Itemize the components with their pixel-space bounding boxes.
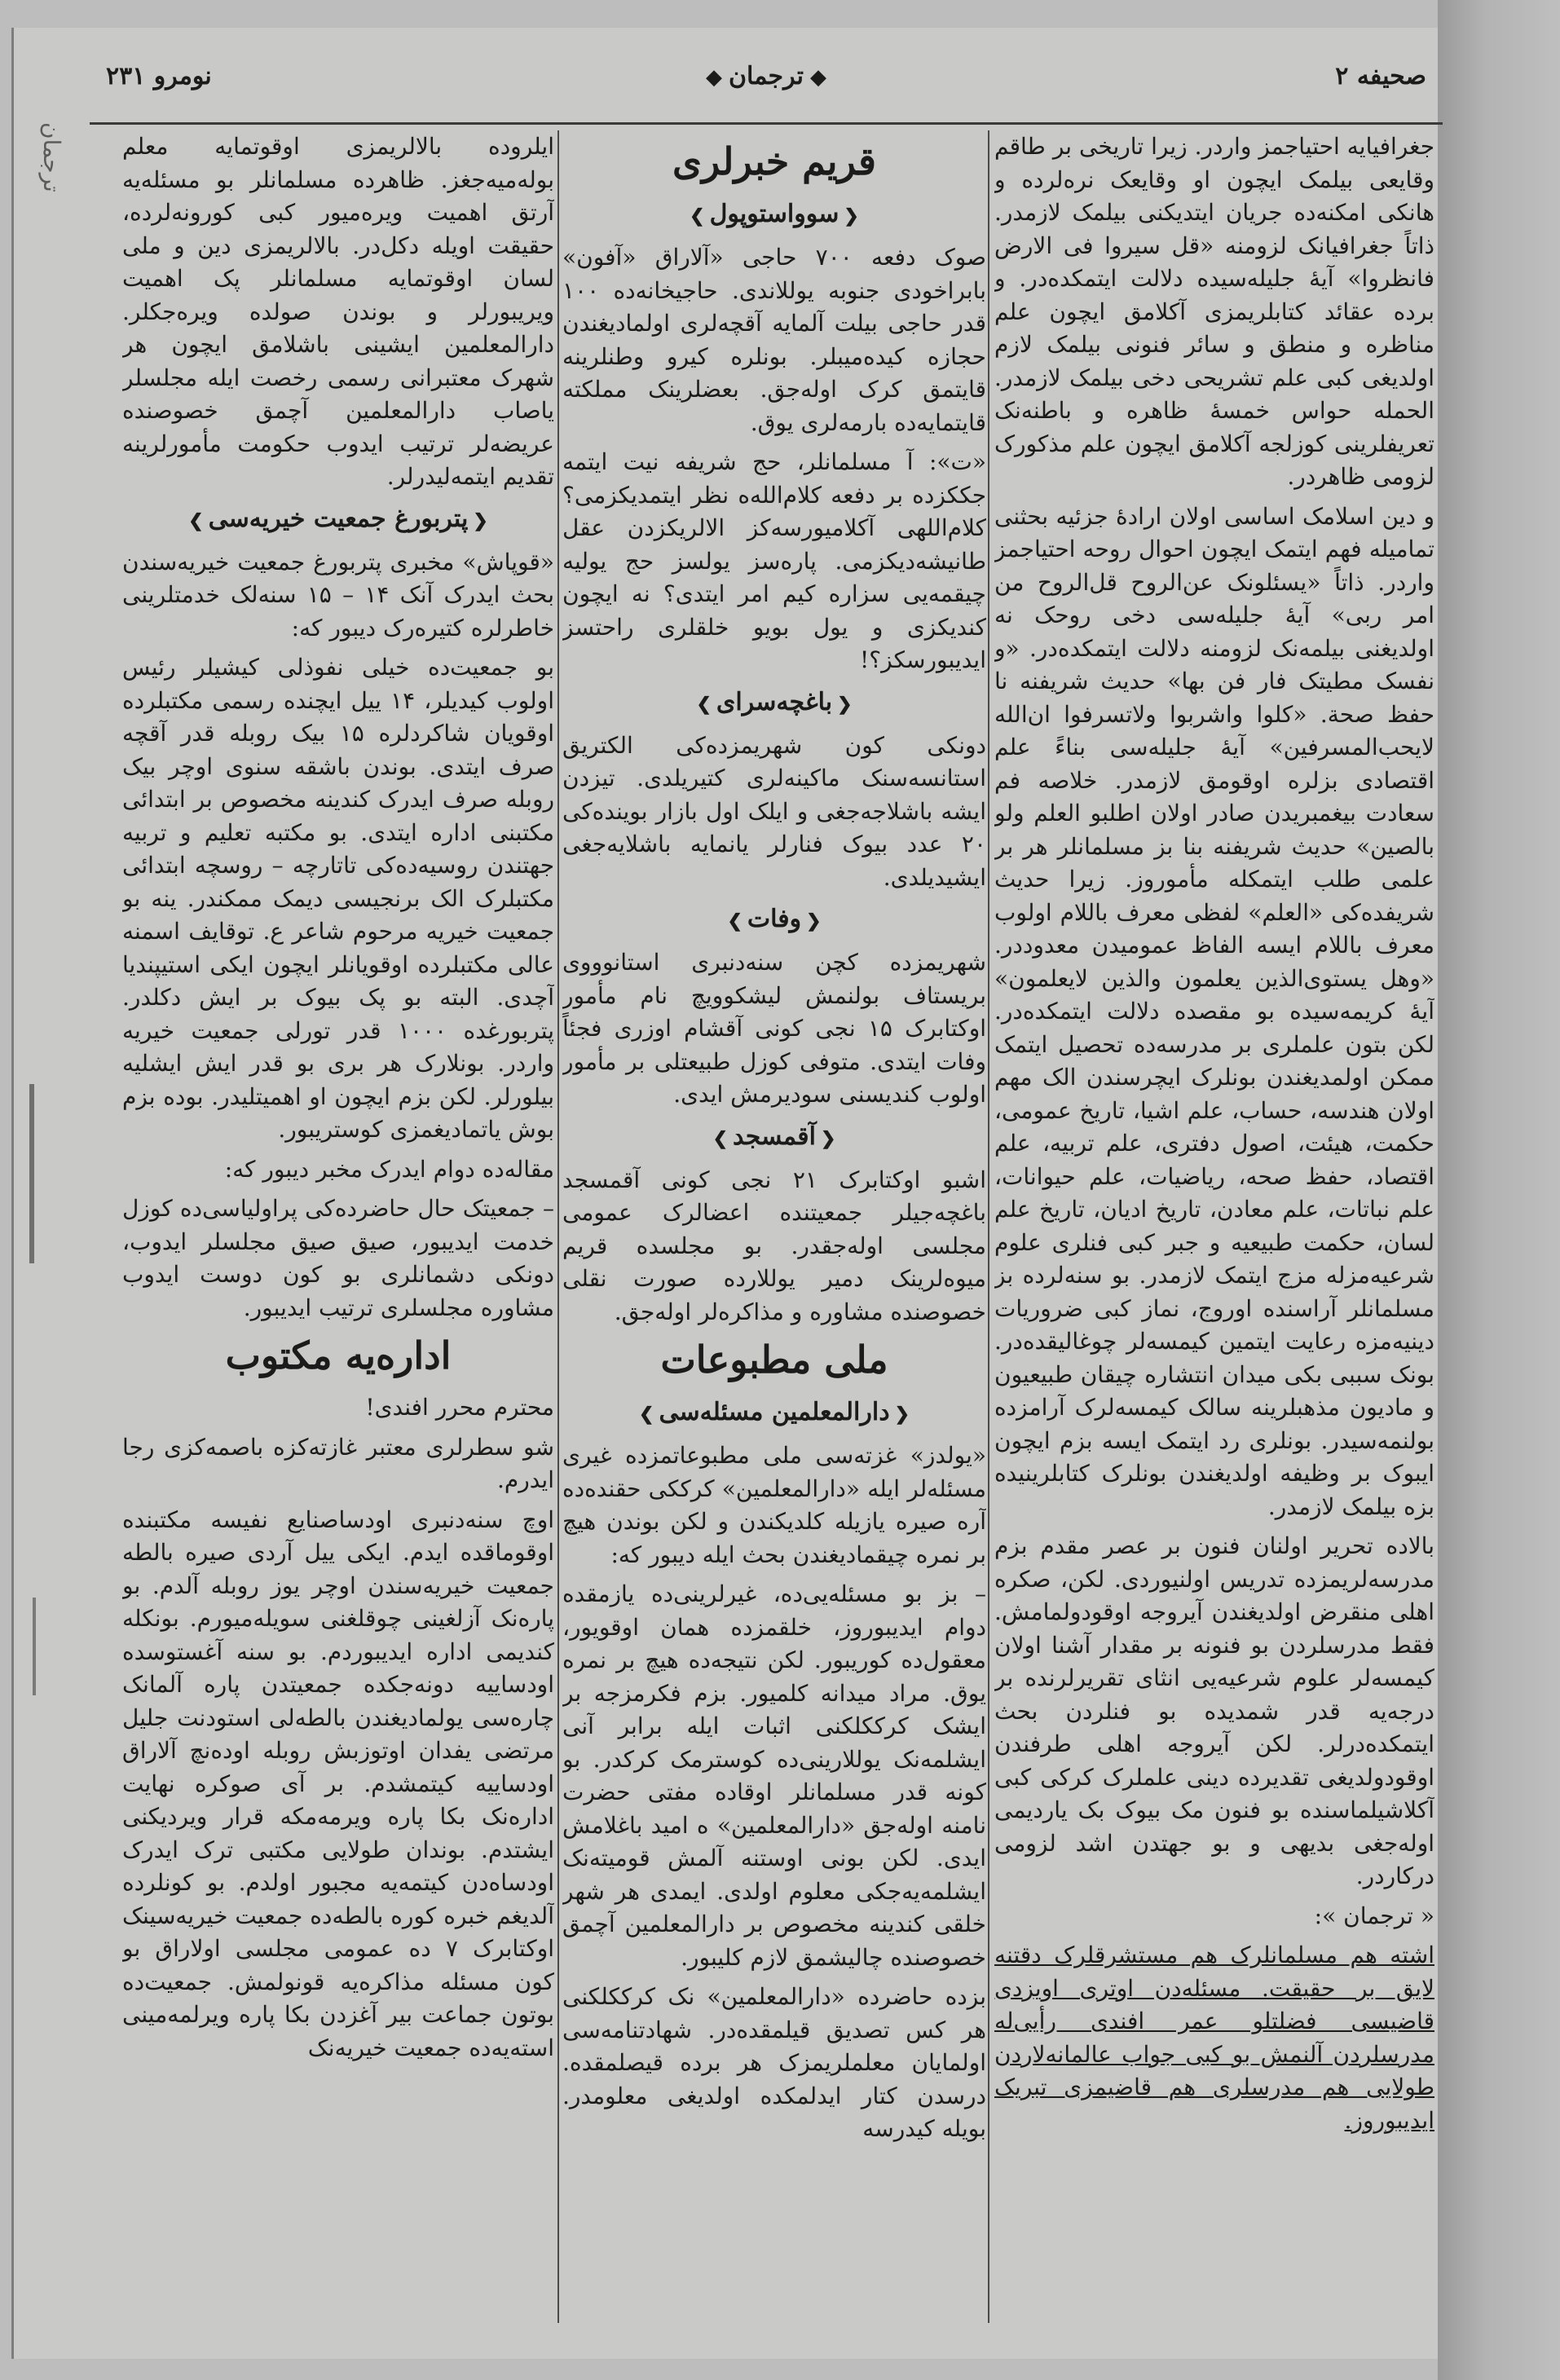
paragraph: – بز بو مسئله‌یی‌ده، غیرلرینی‌ده یازمقده دوام ایدیبوروز، خلقمزده همان اوقویور، معقول‌ده کوریبور. لکن نتیجه‌ده هیچ بر نمره یوق. مراد میدانه کلمیور. بزم فکرمزجه بر ایشک کرککلکنی اثبات ایله برابر آنی ایشلمه‌نک یوللارینی‌ده کوسترمک کرکدر. بو کونه قدر مسلمانلر اوقاده مفتی حضرت نامنه اوله‌جق «دارالمعلمین» ه امید باغلامش ایدی. لکن بونی اوستنه آلمش قومیته‌نک ایشلمه‌یه‌جکی معلوم اولدی. ایمدی هر شهر خلقی کندینه مخصوص بر دارالمعلمین آچمق خصوصنده چالیشمق لازم کلیبور.: [562, 1580, 986, 1971]
section-title: ملی مطبوعات: [660, 1338, 888, 1382]
left-column: [122, 130, 554, 2331]
ornament-icon: ❯: [188, 509, 204, 531]
subheading-text: آقمسجد: [733, 1122, 816, 1151]
subheading: [562, 1395, 986, 1431]
paragraph: اوچ سنه‌دنبری اودساصنایع نفیسه مکتبنده اوقوماقده ایدم. ایکی ییل آردی صیره بالطه جمعیت خیریه‌سندن اوچر یوز روبله آلدم. بو پاره‌نک آزلغینی چوقلغنی سویله‌میورم. بونکله کندیمی اداره ایدیبوردم. بو سنه آغستوسده اودساییه دونه‌جکده جمعیتدن پاره آلمانک چاره‌سی یولمادیغندن بالطه‌لی استودنت جلیل مرتضی یفدان اوتوزبش روبله اوده‌نچ آلاراق اودساییه کیتمشدم. بر آی صوکره نهایت اداره‌نک بکا پاره ویرمه‌مکه قرار ویردیکنی ایشتدم. بوندان طولایی مکتبی ترک ایدرک اودساه‌دن کیتمه‌یه مجبور اولدم. بو کونلرده آلدیغم خبره کوره بالطه‌ده جمعیت خیریه‌سینک اوکتابرک ۷ ده عمومی مجلسی اولاراق بو کون مسئله مذاکره‌یه قونولمش. جمعیت‌ده بوتون جماعت بیر آغزدن بکا پاره ویرلمه‌مینی استه‌یه‌ده جمعیت خیریه‌نک: [122, 1505, 554, 2061]
paragraph: صوک دفعه ۷۰۰ حاجی «آلاراق «آفون» بابراخودی جنوبه یوللاندی. حاجیخانه‌ده ۱۰۰ قدر حاجی بیلت آلمایه آقچه‌لری اولمادیغندن حجازه کیده‌میبلر. بونلره کیرو وطنلرینه قایتمق کرک اوله‌جق. بعضلرینک مملکته قایتمایه‌ده بارمه‌لری یوق.: [562, 244, 986, 436]
letter-intro: شو سطرلری معتبر غازته‌کزه باصمه‌کزی رجا ایدرم.: [122, 1433, 554, 1493]
paragraph: اشبو اوکتابرک ۲۱ نجی کونی آقمسجد باغچه‌جیلر جمعیتنده اعضالرک عمومی مجلسی اوله‌جقدر. بو مجلسده قریم میوه‌لرینک دمیر یوللارده صورت نقلی خصوصنده مشاوره و مذاکره‌لر اوله‌جق.: [562, 1166, 986, 1325]
ornament-icon: ❮: [473, 509, 488, 531]
paragraph: «ت»: آ مسلمانلر، حج شریفه نیت ایتمه جککزده بر دفعه کلام‌الله‌ه نظر ایتمدیکزمی؟ کلام‌اللهی آکلامیورسه‌کز الالریکزدن عقل طانیشه‌دیکزمی. پاره‌سز یولسز حج یولیه چیقمه‌یی سزاره کیم امر ایتدی؟ نه ایچون کندیکزی و یول بویو خلقلری راحتسز ایدیبورسکز؟!: [562, 448, 986, 673]
column-divider-left: [557, 130, 559, 2323]
column-divider-right: [988, 130, 989, 2323]
paragraph: «قوپاش» مخبری پتربورغ جمعیت خیریه‌سندن بحث ایدرک آنک ۱۴ – ۱۵ سنه‌لک خدمتلرینی خاطرلره کتیره‌رک دیبور که:: [122, 548, 554, 641]
subheading-text: سوواستوپول: [709, 200, 839, 228]
paragraph: ایلروده بالالریمزی اوقوتمایه معلم بوله‌میه‌جغز. ظاهرده مسلمانلر بو مسئله‌یه آرتق اهمیت ویره‌میور کبی کورونه‌لرده، حقیقت اویله دکل‌در. بالالریمزی دین و ملی لسان اوقوتمایه مسلمانلر پک اهمیت ویریبورلر و بوندن صولده ویره‌جکلر. دارالمعلمین ایشینی باشلامق ایچون هر شهرک معتبرانی رسمی رخصت ایله مجلسلر یاصاب دارالمعلمین آچمق خصوصنده عریضه‌لر ترتیب ایدوب حکومت مأمورلرینه تقدیم ایتمه‌لیدرلر.: [122, 133, 554, 490]
paragraph: بزده حاضرده «دارالمعلمین» نک کرککلکنی هر کس تصدیق قیلمقده‌در. شهادتنامه‌سی اولمایان معلملریمزک هر برده قیصلمقده. درسدن کتار ایدلمکده اولدیغی معلومدر. بویله کیدرسه: [562, 1983, 986, 2142]
subheading: [562, 902, 986, 938]
subheading: [562, 1120, 986, 1156]
paragraph: جغرافیایه احتیاجمز واردر. زیرا تاریخی بر طاقم وقایعی بیلمک ایچون او وقایعک نره‌لرده و هانکی امکنه‌ده جریان ایتدیکنی بیلمک لازمدر. ذاتاً جغرافیانک لزومنه «قل سیروا فی الارض فانظروا» آیهٔ جلیله‌سیده دلالت ایتمکده‌در. و برده عقائد کتابلریمزی آکلامق ایچون علم مناظره و منطق و سائر فنونی بیلمک لازم اولدیغی کبی علم تشریحی دخی بیلمک لازمدر. الحمله حواس خمسهٔ ظاهره و باطنه‌نک تعریفلرینی کوزلجه آکلامق ایچون علم مذکورک لزومی ظاهردر.: [994, 133, 1434, 490]
paper-name-text: ترجمان: [729, 62, 804, 90]
ornament-icon: ❮: [837, 693, 853, 715]
section-title: قریم خبرلری: [672, 139, 876, 183]
margin-stamp: ترجمان: [38, 122, 65, 192]
subheading: [562, 685, 986, 721]
editor-note-label: « ترجمان »:: [1314, 1902, 1434, 1929]
paragraph: مقاله‌ده دوام ایدرک مخبر دیبور که:: [224, 1155, 554, 1183]
ornament-icon: ❯: [690, 205, 705, 227]
paragraph: «یولدز» غزته‌سی ملی مطبوعاتمزده غیری مسئله‌لر ایله «دارالمعلمین» کرککی حقنده‌ده آره صیره یازیله کلدیکندن و لکن بوندن هیچ بر نمره چیقمادیغندن بحث ایله دیبور که:: [562, 1442, 986, 1568]
paragraph: بو جمعیت‌ده خیلی نفوذلی کیشیلر رئیس اولوب کیدیلر، ۱۴ ییل ایچنده رسمی مکتبلرده اوقویان شاکردلره ۱۵ بیک روبله قدر آقچه صرف ایتدی. بوندن باشقه سنوی اوچر بیک روبله صرف ایدرک کندینه مخصوص بر ابتدائی مکتبنی اداره ایتدی. بو مکتبه تعلیم و تربیه جهتندن روسیه‌ده‌کی تاتارچه – روسچه ابتدائی مکتبلرک الک برنجیسی دیمک ممکندر. ینه بو جمعیت خیریه مرحوم شاعر ع. توقایف اسمنه عالی مکتبلرده اوقویانلر ایچون ایکی استیپندیا آچدی. البته بو پک بیوک بر ایش دکلدر. پتربورغده ۱۰۰۰ قدر تورلی جمعیت خیریه واردر. بونلارک هر بری بو قدر ایش ایشلیه بیلورلر. لکن بزم ایچون او اهمیتلیدر. بوده بزم بوش یاتمادیغمزی کوستریبور.: [122, 654, 554, 1143]
subheading: [122, 502, 554, 538]
ornament-left-icon: ◆: [809, 65, 826, 90]
margin-mark-lower: [33, 1598, 60, 1695]
paragraph: و دین اسلامک اساسی اولان ارادهٔ جزئیه بحثنی تمامیله فهم ایتمک ایچون احوال روحه احتیاجمز واردر. ذاتاً «یسئلونک عن‌الروح قل‌الروح من امر ربی» آیهٔ جلیله‌سی دخی روحک نه اولدیغنی بیلمه‌نک لزومنه دلالت ایتمکده‌در. «و نفسک مطیتک فار فن بها» حدیث شریفنه نا حفظ صحة. «کلوا واشربوا ولاتسرفوا ان‌الله لایحب‌المسرفین» آیهٔ جلیله‌سی بناءً علم اقتصادی بزلره اوقومق لازمدر. خلاصه فم سعادت بیغمبریدن صادر اولان اطلبو العلم ولو بالصین» حدیث شریفنه بنا بز مسلمانلر هر بر علمی طلب ایتمکله مأموروز. زیرا حدیث شریفده‌کی «العلم» لفظی معرف باللام اولوب معرف باللام ایسه الفاظ عمومیدن معدوددر. «وهل یستوی‌الذین یعلمون والذین لایعلمون» آیهٔ کریمه‌سیده بو مقصده دلالت ایتمکده‌در. لکن بتون علملری بر مدرسه‌ده تحصیل ایتمک ممکن اولمدیغندن بونلرک ایچرسندن الک مهم اولان هندسه، حساب، علم اشیا، تاریخ عمومی، حکمت، هیئت، اصول دفتری، علم تربیه، علم اقتصاد، حفظ صحه، ریاضیات، علم حیوانات، علم نباتات، علم معادن، تاریخ ادیان، تاریخ علم لسان، حکمت طبیعیه و جبر کبی فنلری علوم شرعیه‌مزله مزج ایتمک لازمدر. بو سنه‌لرده بز مسلمانلر آراسنده اوروج، نماز کبی ضروریات دینیه‌مزه رعایت ایتمین کیمسه‌لر چوغالیقده‌در. بونک سببی بکی میدان انتشاره چیقان طبیعیون و مادیون مذهبلرینه سالک کیمسه‌لرک آرامزده بولنمه‌سیدر. بونلری رد ایتمک ایسه بزم ایچون ایبوک بر وظیفه اولدیغندن بونلرک کتابلرینیده بزه بیلمک لازمدر.: [994, 502, 1434, 1520]
subheading-text: باغچه‌سرای: [716, 687, 833, 716]
ornament-icon: ❯: [639, 1404, 654, 1425]
ornament-icon: ❯: [712, 1127, 729, 1149]
editor-note: اشته هم مسلمانلرک هم مستشرقلرک دقتنه لایق بر حقیقت. مسئله‌دن اوتری اویزدی قاضیسی فضلتلو عمر افندی رأیی‌له مدرسلردن آلنمش بو کبی جواب عالمانه‌لاردن طولایی هم مدرسلری هم قاضیمزی تبریک ایدیبوروز.: [994, 1941, 1434, 2134]
subheading-text: دارالمعلمین مسئله‌سی: [659, 1398, 890, 1426]
paragraph: شهریمزده کچن سنه‌دنبری استانوووی بریستاف بولنمش لیشکوویچ نام مأمور اوکتابرک ۱۵ نجی کونی آقشام اوزری فجئاً وفات ایتدی. متوفی کوزل طبیعتلی بر مأمور اولوب کندیسنی سودیرمش ایدی.: [562, 949, 986, 1108]
issue-number: نومرو ۲۳۱: [106, 62, 212, 90]
letter-greeting: محترم محرر افندی!: [365, 1394, 554, 1421]
middle-column: [562, 130, 986, 2331]
ornament-right-icon: ◆: [706, 65, 723, 90]
paper-name: [699, 62, 833, 90]
ornament-icon: ❮: [894, 1404, 910, 1425]
paragraph: دونکی کون شهریمزده‌کی الکتریق استانسه‌سنک ماکینه‌لری کتیریلدی. تیزدن ایشه باشلاجه‌جغی و ایلک اول بازار بوینده‌کی ۲۰ عدد بیوک فنارلر یانمایه باشلایه‌جغی ایشیدیلدی.: [562, 731, 986, 891]
section-title: اداره‌یه مکتوب: [225, 1333, 452, 1377]
masthead: [90, 47, 1443, 125]
paragraph: بالاده تحریر اولنان فنون بر عصر مقدم بزم مدرسه‌لریمزده تدریس اولنیوردی. لکن، صکره اهلی منقرض اولدیغندن آیروجه اوقودولمامش. فقط مدرسلردن بو فنونه بر مقدار آشنا اولان کیمسه‌لر علوم شرعیه‌یی انثای تقریرلرنده بر درجه‌یه قدر شمدیده بو فنلردن بحث ایتمکده‌درلر. لکن آیروجه اهلی طرفندن اوقودولدیغی تقدیرده دینی علملرک کرکی کبی آکلاشیلماسنده بو فنون مک بیوک بک یاردیمی اوله‌جغی بدیهی و بو جهتدن اشد لزومی درکاردر.: [994, 1532, 1434, 1889]
ornament-icon: ❮: [844, 205, 859, 227]
subheading-text: پتربورغ جمعیت خیریه‌سی: [208, 504, 469, 533]
ornament-icon: ❯: [727, 910, 743, 932]
subheading-text: وفات: [747, 905, 802, 933]
paragraph: – جمعیتک حال حاضرده‌کی پراولیاسی‌ده کوزل خدمت ایدیبور، صیق صیق مجلسلر ایدوب، دونکی دشمانلری بو کون دوست ایدوب مشاوره مجلسلری ترتیب ایدیبور.: [122, 1195, 554, 1321]
subheading: [562, 197, 986, 233]
ornament-icon: ❮: [806, 910, 822, 932]
margin-mark: [29, 1084, 59, 1263]
ornament-icon: ❯: [696, 693, 712, 715]
right-column: [994, 130, 1434, 2331]
ornament-icon: ❮: [820, 1127, 836, 1149]
page-number: صحیفه ۲: [1335, 62, 1426, 90]
scan-edge: [1438, 0, 1560, 2380]
